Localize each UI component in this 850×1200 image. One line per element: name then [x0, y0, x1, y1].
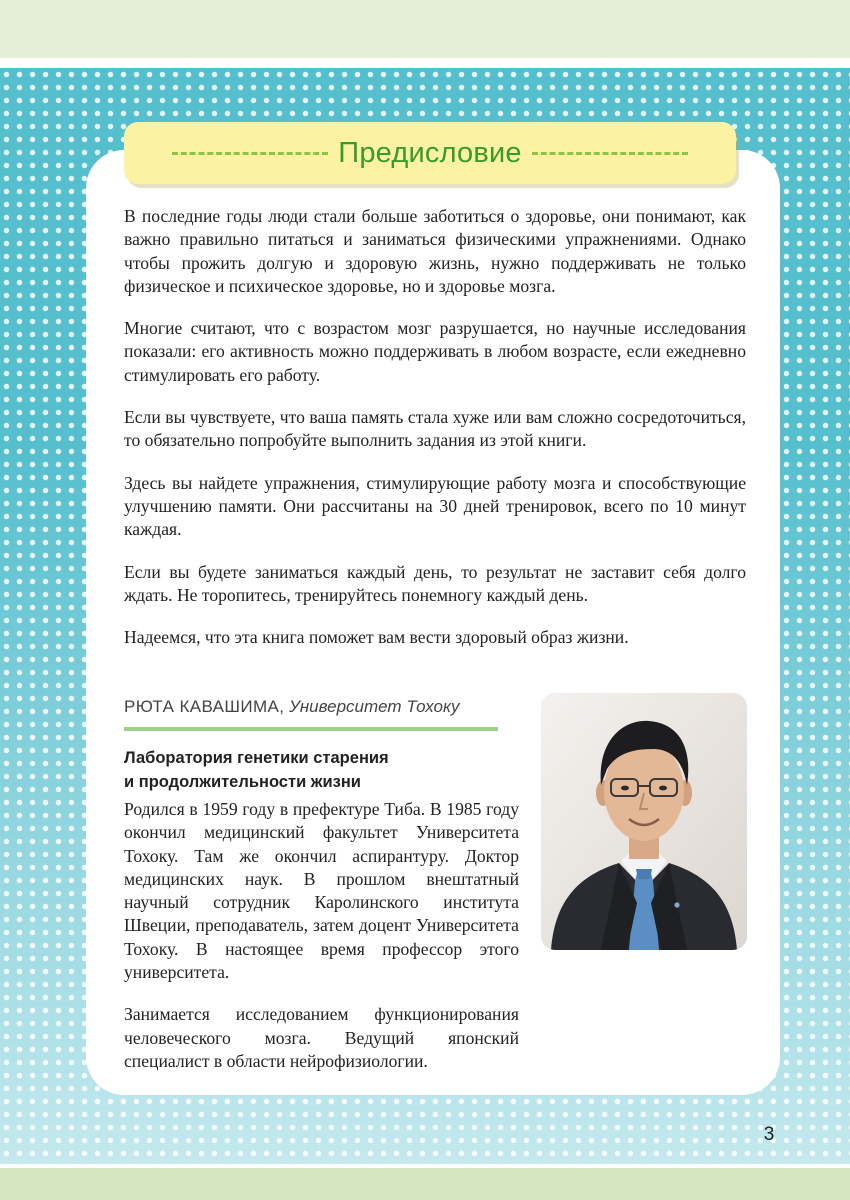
intro-text — [124, 205, 746, 668]
intro-paragraph: Если вы будете заниматься каждый день, то результат не заставит себя долго ждать. Не торопитесь, тренируйтесь понемногу каждый день. — [124, 561, 746, 605]
top-color-band — [0, 0, 850, 58]
title-banner — [124, 122, 736, 184]
bottom-color-band — [0, 1168, 850, 1200]
lab-title — [124, 746, 504, 794]
lab-title-line: Лаборатория генетики старения — [124, 749, 389, 767]
author-bio — [124, 798, 519, 1092]
title-dash-left — [172, 152, 328, 155]
author-name: РЮТА КАВАШИМА, — [124, 697, 285, 716]
intro-paragraph: Надеемся, что эта книга поможет вам вести здоровый образ жизни. — [124, 627, 629, 648]
intro-paragraph: Если вы чувствуете, что ваша память стала хуже или вам сложно сосредоточиться, то обязательно попробуйте выполнить задания из этой книги. — [124, 407, 746, 451]
intro-paragraph: Многие считают, что с возрастом мозг разрушается, но научные исследования показали: его активность можно поддерживать в любом возрасте, если ежедневно стимулировать его работу. — [124, 318, 746, 385]
title-dash-right — [532, 152, 688, 155]
bio-paragraph: Занимается исследованием функционирования человеческого мозга. Ведущий японский специалист в области нейрофизиологии. — [124, 1004, 519, 1071]
page-title: Предисловие — [338, 136, 522, 169]
intro-paragraph: В последние годы люди стали больше заботиться о здоровье, они понимают, как важно правильно питаться и заниматься физическими упражнениями. Однако чтобы прожить долгую и здоровую жизнь, нужно поддерживать не только физическое и психическое здоровье, но и здоровье мозга. — [124, 206, 746, 296]
lab-title-line: и продолжительности жизни — [124, 773, 361, 791]
intro-paragraph: Здесь вы найдете упражнения, стимулирующие работу мозга и способствующие улучшению памяти. Они рассчитаны на 30 дней тренировок, всего по 10 минут каждая. — [124, 472, 746, 540]
author-affiliation: Университет Тохоку — [289, 697, 460, 716]
author-photo — [541, 693, 747, 950]
page-number: 3 — [763, 1124, 775, 1145]
bio-paragraph: Родился в 1959 году в префектуре Тиба. В 1985 году окончил медицинский факультет Университета Тохоку. Там же окончил аспирантуру. Доктор медицинских наук. В прошлом внештатный научный сотрудник Каролинского института Швеции, преподаватель, затем доцент Университета Тохоку. В настоящее время профессор этого университета. — [124, 799, 519, 983]
author-heading — [124, 697, 498, 731]
